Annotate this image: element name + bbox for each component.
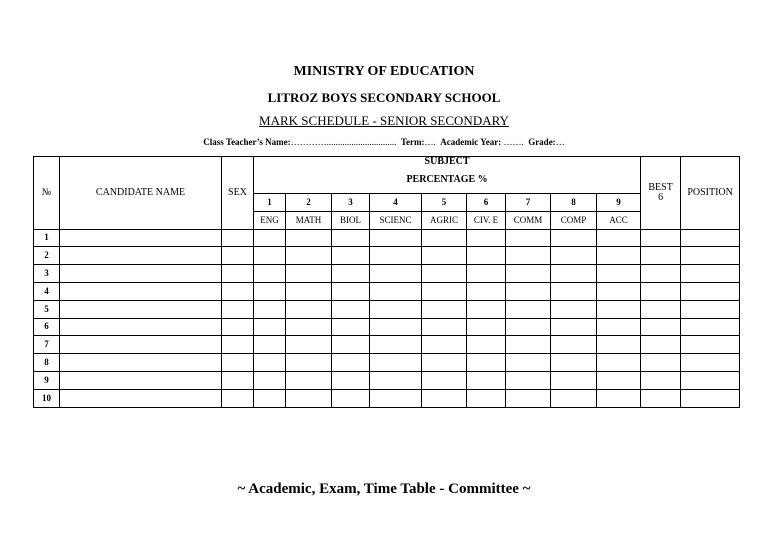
entry-cell[interactable] <box>467 300 506 318</box>
row-number: 6 <box>34 318 60 336</box>
entry-cell[interactable] <box>681 247 740 265</box>
entry-cell[interactable] <box>597 300 641 318</box>
entry-cell[interactable] <box>286 265 332 283</box>
entry-cell[interactable] <box>370 282 422 300</box>
subject-header <box>254 157 641 194</box>
entry-cell[interactable] <box>286 300 332 318</box>
subject-number: 7 <box>506 194 551 212</box>
entry-cell[interactable] <box>222 371 254 389</box>
row-number: 9 <box>34 371 60 389</box>
entry-cell[interactable] <box>641 354 681 372</box>
entry-cell[interactable] <box>506 389 551 407</box>
entry-cell[interactable] <box>422 300 467 318</box>
entry-cell[interactable] <box>60 247 222 265</box>
entry-cell[interactable] <box>551 300 597 318</box>
entry-cell[interactable] <box>286 247 332 265</box>
entry-cell[interactable] <box>254 247 286 265</box>
entry-cell[interactable] <box>370 229 422 247</box>
subject-abbreviation: BIOL <box>332 211 370 229</box>
year-label: Academic Year: <box>440 137 502 147</box>
entry-cell[interactable] <box>222 229 254 247</box>
entry-cell[interactable] <box>506 229 551 247</box>
entry-cell[interactable] <box>641 265 681 283</box>
entry-cell[interactable] <box>551 336 597 354</box>
entry-cell[interactable] <box>506 265 551 283</box>
entry-cell[interactable] <box>370 318 422 336</box>
table-row <box>34 229 740 247</box>
year-field[interactable]: ……. <box>503 137 524 147</box>
entry-cell[interactable] <box>370 354 422 372</box>
entry-cell[interactable] <box>551 318 597 336</box>
entry-cell[interactable] <box>254 336 286 354</box>
entry-cell[interactable] <box>467 318 506 336</box>
entry-cell[interactable] <box>641 318 681 336</box>
entry-cell[interactable] <box>370 336 422 354</box>
entry-cell[interactable] <box>641 336 681 354</box>
entry-cell[interactable] <box>222 247 254 265</box>
subject-abbreviation: ACC <box>597 211 641 229</box>
entry-cell[interactable] <box>551 247 597 265</box>
entry-cell[interactable] <box>222 389 254 407</box>
subject-abbreviation: MATH <box>286 211 332 229</box>
subject-number: 9 <box>597 194 641 212</box>
entry-cell[interactable] <box>60 389 222 407</box>
teacher-label: Class Teacher’s Name: <box>203 137 291 147</box>
row-number: 8 <box>34 354 60 372</box>
entry-cell[interactable] <box>370 247 422 265</box>
entry-cell[interactable] <box>286 318 332 336</box>
entry-cell[interactable] <box>551 282 597 300</box>
entry-cell[interactable] <box>506 318 551 336</box>
entry-cell[interactable] <box>641 282 681 300</box>
entry-cell[interactable] <box>60 318 222 336</box>
entry-cell[interactable] <box>254 318 286 336</box>
number-header: № <box>34 157 60 230</box>
subject-abbreviation: ENG <box>254 211 286 229</box>
table-row <box>34 389 740 407</box>
entry-cell[interactable] <box>422 265 467 283</box>
entry-cell[interactable] <box>467 371 506 389</box>
entry-cell[interactable] <box>681 229 740 247</box>
entry-cell[interactable] <box>641 247 681 265</box>
entry-cell[interactable] <box>597 389 641 407</box>
subject-number: 8 <box>551 194 597 212</box>
row-number: 10 <box>34 389 60 407</box>
entry-cell[interactable] <box>551 371 597 389</box>
entry-cell[interactable] <box>254 389 286 407</box>
subject-abbreviation: COMP <box>551 211 597 229</box>
entry-cell[interactable] <box>60 229 222 247</box>
subject-number: 3 <box>332 194 370 212</box>
row-number: 4 <box>34 282 60 300</box>
entry-cell[interactable] <box>286 229 332 247</box>
entry-cell[interactable] <box>332 300 370 318</box>
entry-cell[interactable] <box>60 336 222 354</box>
entry-cell[interactable] <box>370 300 422 318</box>
entry-cell[interactable] <box>506 282 551 300</box>
entry-cell[interactable] <box>681 318 740 336</box>
row-number: 5 <box>34 300 60 318</box>
schedule-meta-line <box>0 137 768 147</box>
subject-number: 4 <box>370 194 422 212</box>
table-row <box>34 336 740 354</box>
entry-cell[interactable] <box>681 354 740 372</box>
entry-cell[interactable] <box>467 247 506 265</box>
entry-cell[interactable] <box>597 282 641 300</box>
entry-cell[interactable] <box>422 318 467 336</box>
entry-cell[interactable] <box>222 318 254 336</box>
entry-cell[interactable] <box>332 265 370 283</box>
entry-cell[interactable] <box>641 300 681 318</box>
entry-cell[interactable] <box>467 389 506 407</box>
entry-cell[interactable] <box>422 336 467 354</box>
entry-cell[interactable] <box>332 389 370 407</box>
candidate-name-header: CANDIDATE NAME <box>60 157 222 230</box>
entry-cell[interactable] <box>597 336 641 354</box>
entry-cell[interactable] <box>506 336 551 354</box>
sex-header: SEX <box>222 157 254 230</box>
entry-cell[interactable] <box>551 229 597 247</box>
entry-cell[interactable] <box>286 371 332 389</box>
grade-label: Grade: <box>528 137 556 147</box>
entry-cell[interactable] <box>422 247 467 265</box>
entry-cell[interactable] <box>254 229 286 247</box>
best-count: 6 <box>658 191 664 203</box>
entry-cell[interactable] <box>254 300 286 318</box>
entry-cell[interactable] <box>60 300 222 318</box>
entry-cell[interactable] <box>506 371 551 389</box>
table-row <box>34 371 740 389</box>
entry-cell[interactable] <box>506 300 551 318</box>
ministry-title: MINISTRY OF EDUCATION <box>293 64 475 79</box>
entry-cell[interactable] <box>60 354 222 372</box>
mark-schedule-table <box>33 156 740 408</box>
entry-cell[interactable] <box>332 247 370 265</box>
entry-cell[interactable] <box>597 229 641 247</box>
subject-abbreviation: AGRIC <box>422 211 467 229</box>
entry-cell[interactable] <box>370 389 422 407</box>
entry-cell[interactable] <box>681 300 740 318</box>
entry-cell[interactable] <box>254 282 286 300</box>
entry-cell[interactable] <box>422 229 467 247</box>
table-row <box>34 265 740 283</box>
entry-cell[interactable] <box>60 371 222 389</box>
entry-cell[interactable] <box>332 371 370 389</box>
entry-cell[interactable] <box>370 371 422 389</box>
entry-cell[interactable] <box>332 318 370 336</box>
entry-cell[interactable] <box>597 247 641 265</box>
position-header: POSITION <box>681 157 740 230</box>
subject-number: 6 <box>467 194 506 212</box>
entry-cell[interactable] <box>467 265 506 283</box>
entry-cell[interactable] <box>286 282 332 300</box>
school-name: LITROZ BOYS SECONDARY SCHOOL <box>267 90 501 105</box>
entry-cell[interactable] <box>332 354 370 372</box>
entry-cell[interactable] <box>597 354 641 372</box>
schedule-title: MARK SCHEDULE - SENIOR SECONDARY <box>259 113 509 128</box>
entry-cell[interactable] <box>286 389 332 407</box>
entry-cell[interactable] <box>222 282 254 300</box>
entry-cell[interactable] <box>60 265 222 283</box>
row-number: 3 <box>34 265 60 283</box>
entry-cell[interactable] <box>422 282 467 300</box>
best-label: BEST <box>648 181 673 193</box>
entry-cell[interactable] <box>467 354 506 372</box>
entry-cell[interactable] <box>467 229 506 247</box>
entry-cell[interactable] <box>254 371 286 389</box>
entry-cell[interactable] <box>222 336 254 354</box>
entry-cell[interactable] <box>681 389 740 407</box>
term-label: Term: <box>400 137 425 147</box>
entry-cell[interactable] <box>332 229 370 247</box>
table-row <box>34 247 740 265</box>
entry-cell[interactable] <box>681 282 740 300</box>
subject-number: 5 <box>422 194 467 212</box>
entry-cell[interactable] <box>222 300 254 318</box>
entry-cell[interactable] <box>254 265 286 283</box>
entry-cell[interactable] <box>597 371 641 389</box>
entry-cell[interactable] <box>551 265 597 283</box>
entry-cell[interactable] <box>681 336 740 354</box>
entry-cell[interactable] <box>467 336 506 354</box>
entry-cell[interactable] <box>286 354 332 372</box>
entry-cell[interactable] <box>332 336 370 354</box>
entry-cell[interactable] <box>551 354 597 372</box>
percentage-label: PERCENTAGE % <box>406 174 488 185</box>
table-row <box>34 282 740 300</box>
committee-footer: ~ Academic, Exam, Time Table - Committee ~ <box>237 481 531 497</box>
teacher-field[interactable]: …………............................... <box>290 137 397 147</box>
entry-cell[interactable] <box>467 282 506 300</box>
entry-cell[interactable] <box>222 265 254 283</box>
entry-cell[interactable] <box>222 354 254 372</box>
subject-abbreviation: SCIENC <box>370 211 422 229</box>
entry-cell[interactable] <box>60 282 222 300</box>
table-row <box>34 354 740 372</box>
row-number: 7 <box>34 336 60 354</box>
grade-field[interactable]: … <box>555 137 565 147</box>
entry-cell[interactable] <box>370 265 422 283</box>
row-number: 2 <box>34 247 60 265</box>
entry-cell[interactable] <box>422 389 467 407</box>
entry-cell[interactable] <box>254 354 286 372</box>
entry-cell[interactable] <box>597 265 641 283</box>
entry-cell[interactable] <box>506 354 551 372</box>
subject-number: 2 <box>286 194 332 212</box>
entry-cell[interactable] <box>641 371 681 389</box>
entry-cell[interactable] <box>681 265 740 283</box>
entry-cell[interactable] <box>597 318 641 336</box>
table-row <box>34 318 740 336</box>
entry-cell[interactable] <box>641 229 681 247</box>
entry-cell[interactable] <box>332 282 370 300</box>
entry-cell[interactable] <box>506 247 551 265</box>
subject-label: SUBJECT <box>424 156 470 167</box>
subject-number: 1 <box>254 194 286 212</box>
entry-cell[interactable] <box>422 354 467 372</box>
subject-abbreviation: CIV. E <box>467 211 506 229</box>
subject-abbreviation: COMM <box>506 211 551 229</box>
term-field[interactable]: …. <box>424 137 436 147</box>
best-six-header <box>641 157 681 230</box>
row-number: 1 <box>34 229 60 247</box>
entry-cell[interactable] <box>641 389 681 407</box>
entry-cell[interactable] <box>551 389 597 407</box>
entry-cell[interactable] <box>681 371 740 389</box>
entry-cell[interactable] <box>286 336 332 354</box>
table-row <box>34 300 740 318</box>
entry-cell[interactable] <box>422 371 467 389</box>
